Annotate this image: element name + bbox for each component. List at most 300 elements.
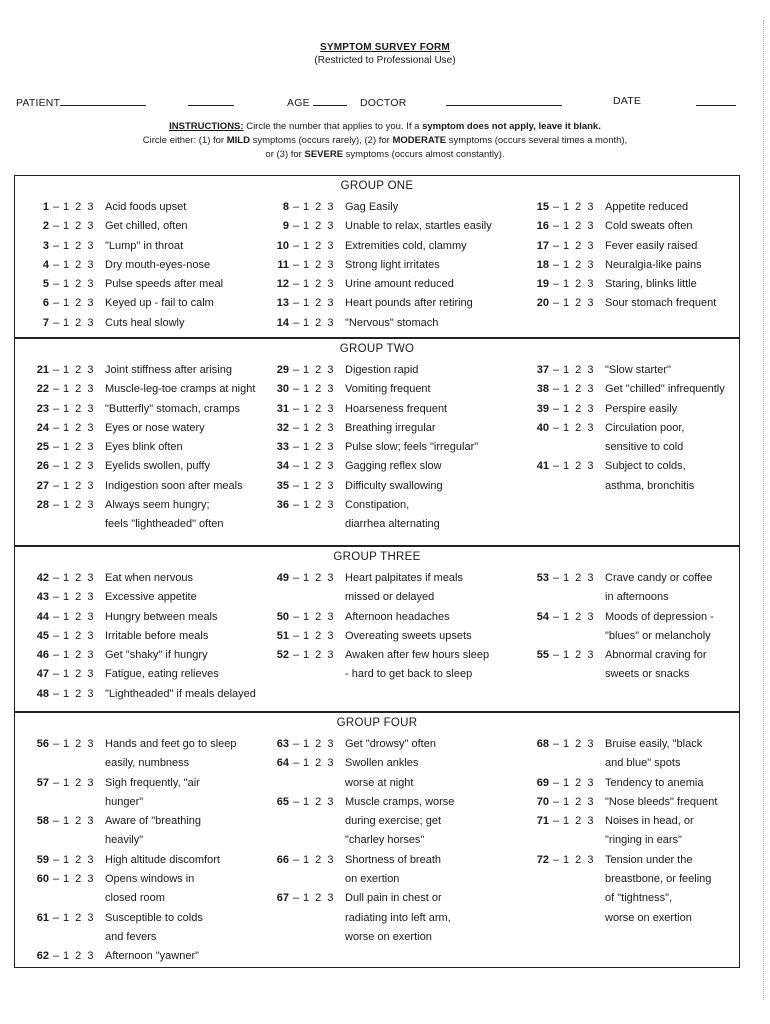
symptom-item — [21, 569, 256, 588]
symptom-text: Dry mouth-eyes-nose — [105, 258, 211, 271]
symptom-dash: – — [52, 591, 60, 604]
severity-scale[interactable]: 1 2 3 — [63, 479, 95, 492]
doctor-field[interactable] — [360, 95, 562, 109]
symptom-number: 16 — [536, 220, 549, 233]
severity-scale[interactable]: 1 2 3 — [303, 460, 335, 473]
symptom-column — [255, 569, 489, 685]
symptom-dash: – — [52, 668, 60, 681]
severity-scale[interactable]: 1 2 3 — [63, 441, 95, 454]
symptom-text-continued: and blue" spots — [605, 757, 681, 770]
symptom-number: 23 — [36, 402, 49, 415]
symptom-number: 72 — [536, 853, 549, 866]
symptom-item — [255, 646, 489, 665]
symptom-number: 44 — [36, 610, 49, 623]
symptom-text-continued: on exertion — [345, 873, 400, 886]
symptom-column — [255, 198, 492, 333]
severity-scale[interactable]: 1 2 3 — [563, 853, 595, 866]
severity-scale[interactable]: 1 2 3 — [563, 649, 595, 662]
symptom-number: 3 — [42, 239, 49, 252]
instructions-text-1b: symptom does not apply, leave it blank. — [422, 121, 601, 132]
symptom-dash: – — [52, 649, 60, 662]
symptom-text: Difficulty swallowing — [345, 479, 443, 492]
symptom-item — [21, 275, 223, 294]
symptom-dash: – — [292, 421, 300, 434]
symptom-item — [255, 754, 454, 773]
symptom-number: 19 — [536, 278, 549, 291]
doctor-label: DOCTOR — [360, 97, 407, 109]
symptom-text: Muscle-leg-toe cramps at night — [105, 383, 256, 396]
symptom-dash: – — [552, 220, 560, 233]
severity-scale[interactable]: 1 2 3 — [303, 239, 335, 252]
symptom-text: Cold sweats often — [605, 220, 693, 233]
symptom-text: "Nervous" stomach — [345, 316, 439, 329]
severity-scale[interactable]: 1 2 3 — [563, 383, 595, 396]
symptom-item — [523, 735, 717, 754]
severity-scale[interactable]: 1 2 3 — [63, 776, 95, 789]
symptom-dash: – — [552, 572, 560, 584]
symptom-dash: – — [52, 499, 60, 512]
patient-field[interactable] — [16, 95, 146, 109]
symptom-text: Eat when nervous — [105, 572, 194, 584]
symptom-dash: – — [552, 853, 560, 866]
symptom-item — [523, 812, 717, 831]
group-two — [14, 338, 740, 546]
symptom-number: 12 — [276, 278, 289, 291]
symptom-number: 9 — [282, 220, 289, 233]
symptom-dash: – — [292, 499, 300, 512]
symptom-item — [255, 419, 478, 438]
severity-scale[interactable]: 1 2 3 — [303, 629, 335, 642]
symptom-item — [21, 627, 256, 646]
severity-scale[interactable]: 1 2 3 — [563, 610, 595, 623]
symptom-number: 18 — [536, 258, 549, 271]
symptom-text: Vomiting frequent — [345, 383, 431, 396]
symptom-text: Muscle cramps, worse — [345, 795, 455, 808]
severity-scale[interactable]: 1 2 3 — [303, 316, 335, 329]
symptom-number: 32 — [276, 421, 289, 434]
symptom-item — [21, 237, 223, 256]
symptom-dash: – — [52, 629, 60, 642]
symptom-dash: – — [52, 220, 60, 233]
symptom-number: 26 — [36, 460, 49, 473]
severity-scale[interactable]: 1 2 3 — [63, 383, 95, 396]
severity-scale[interactable]: 1 2 3 — [63, 258, 95, 271]
symptom-text: Staring, blinks little — [605, 278, 697, 291]
symptom-text: Gag Easily — [345, 201, 399, 213]
severity-scale[interactable]: 1 2 3 — [303, 757, 335, 770]
severity-scale[interactable]: 1 2 3 — [563, 572, 595, 584]
date-field[interactable] — [613, 95, 641, 107]
symptom-text-continued: feels "lightheaded" often — [105, 518, 224, 531]
symptom-number: 46 — [36, 649, 49, 662]
symptom-text: Appetite reduced — [605, 201, 689, 213]
symptom-dash: – — [552, 258, 560, 271]
symptom-text-continued: closed room — [105, 892, 165, 905]
severity-scale[interactable]: 1 2 3 — [63, 316, 95, 329]
symptom-text: Unable to relax, startles easily — [345, 220, 492, 233]
severity-scale[interactable]: 1 2 3 — [303, 220, 335, 233]
symptom-number: 25 — [36, 441, 49, 454]
symptom-number: 54 — [536, 610, 549, 623]
symptom-dash: – — [52, 950, 60, 963]
severity-scale[interactable]: 1 2 3 — [63, 402, 95, 415]
instructions-line-1 — [0, 121, 770, 132]
symptom-text: Constipation, — [345, 499, 410, 512]
group-one — [14, 175, 740, 338]
symptom-item — [523, 361, 725, 380]
symptom-text: Get "shaky" if hungry — [105, 649, 208, 662]
symptom-text-continued: easily, numbness — [105, 757, 190, 770]
symptom-dash: – — [52, 460, 60, 473]
symptom-number: 57 — [36, 776, 49, 789]
symptom-number: 14 — [276, 316, 289, 329]
severity-scale[interactable]: 1 2 3 — [303, 201, 335, 213]
symptom-item — [255, 275, 492, 294]
symptom-item — [523, 793, 717, 812]
symptom-text: "Lump" in throat — [105, 239, 184, 252]
severity-scale[interactable]: 1 2 3 — [303, 610, 335, 623]
symptom-text: Joint stiffness after arising — [105, 364, 232, 376]
symptom-item — [255, 496, 478, 515]
symptom-dash: – — [552, 421, 560, 434]
symptom-text: Eyes blink often — [105, 441, 183, 454]
symptom-dash: – — [52, 258, 60, 271]
severity-scale[interactable]: 1 2 3 — [303, 738, 335, 750]
symptom-dash: – — [552, 815, 560, 828]
symptom-text-continued: hunger" — [105, 795, 144, 808]
moderate-label: MODERATE — [392, 135, 447, 146]
symptom-item — [21, 438, 255, 457]
group-four — [14, 712, 740, 968]
severity-scale[interactable]: 1 2 3 — [563, 364, 595, 376]
symptom-item — [255, 438, 478, 457]
symptom-text-continued: missed or delayed — [345, 591, 435, 604]
symptom-dash: – — [292, 738, 300, 750]
severity-scale[interactable]: 1 2 3 — [563, 402, 595, 415]
symptom-text: Hoarseness frequent — [345, 402, 448, 415]
severity-scale[interactable]: 1 2 3 — [63, 460, 95, 473]
symptom-dash: – — [52, 383, 60, 396]
symptom-text-continued: and fevers — [105, 930, 157, 943]
symptom-dash: – — [552, 649, 560, 662]
severity-scale[interactable]: 1 2 3 — [63, 668, 95, 681]
severity-scale[interactable]: 1 2 3 — [563, 278, 595, 291]
symptom-number: 58 — [36, 815, 49, 828]
instructions-line-3 — [0, 149, 770, 160]
symptom-dash: – — [292, 892, 300, 905]
symptom-item — [21, 400, 255, 419]
severity-scale[interactable]: 1 2 3 — [303, 499, 335, 512]
symptom-text: Crave candy or coffee — [605, 572, 713, 584]
severity-scale[interactable]: 1 2 3 — [303, 421, 335, 434]
symptom-number: 39 — [536, 402, 549, 415]
symptom-dash: – — [52, 239, 60, 252]
symptom-number: 50 — [276, 610, 289, 623]
severity-scale[interactable]: 1 2 3 — [63, 687, 95, 700]
symptom-number: 43 — [36, 591, 49, 604]
symptom-dash: – — [292, 201, 300, 213]
symptom-item — [255, 735, 454, 754]
instructions-text-3b: symptoms (occurs almost constantly). — [345, 149, 505, 160]
patient-label: PATIENT — [16, 97, 61, 109]
severity-scale[interactable]: 1 2 3 — [63, 220, 95, 233]
symptom-text: Subject to colds, — [605, 460, 686, 473]
symptom-dash: – — [292, 297, 300, 310]
symptom-number: 37 — [536, 364, 549, 376]
symptom-number: 66 — [276, 853, 289, 866]
symptom-number: 47 — [36, 668, 49, 681]
symptom-text-continued: "blues" or melancholy — [605, 629, 711, 642]
severe-label: SEVERE — [304, 149, 344, 160]
symptom-text: Pulse speeds after meal — [105, 278, 224, 291]
symptom-text: Swollen ankles — [345, 757, 419, 770]
severity-scale[interactable]: 1 2 3 — [63, 201, 95, 213]
severity-scale[interactable]: 1 2 3 — [303, 479, 335, 492]
symptom-text: Neuralgia-like pains — [605, 258, 702, 271]
symptom-item — [255, 237, 492, 256]
symptom-number: 59 — [36, 853, 49, 866]
severity-scale[interactable]: 1 2 3 — [563, 201, 595, 213]
symptom-column — [21, 361, 255, 535]
symptom-number: 4 — [42, 258, 49, 271]
severity-scale[interactable]: 1 2 3 — [63, 239, 95, 252]
symptom-dash: – — [292, 610, 300, 623]
symptom-text: Gagging reflex slow — [345, 460, 442, 473]
severity-scale[interactable]: 1 2 3 — [63, 297, 95, 310]
symptom-item — [523, 237, 716, 256]
symptom-item — [523, 256, 716, 275]
severity-scale[interactable]: 1 2 3 — [63, 950, 95, 963]
symptom-text: Aware of "breathing — [105, 815, 202, 828]
severity-scale[interactable]: 1 2 3 — [563, 220, 595, 233]
symptom-item — [523, 851, 717, 870]
symptom-text: Keyed up - fail to calm — [105, 297, 214, 310]
symptom-text: Overeating sweets upsets — [345, 629, 472, 642]
symptom-text: Eyes or nose watery — [105, 421, 205, 434]
symptom-dash: – — [292, 572, 300, 584]
severity-scale[interactable]: 1 2 3 — [63, 873, 95, 886]
severity-scale[interactable]: 1 2 3 — [563, 738, 595, 750]
group-title: GROUP TWO — [339, 343, 415, 355]
symptom-dash: – — [292, 629, 300, 642]
symptom-dash: – — [292, 757, 300, 770]
severity-scale[interactable]: 1 2 3 — [303, 649, 335, 662]
severity-scale[interactable]: 1 2 3 — [563, 297, 595, 310]
symptom-item — [255, 851, 454, 870]
symptom-item — [21, 588, 256, 607]
symptom-item — [523, 198, 716, 217]
symptom-item — [523, 419, 725, 438]
severity-scale[interactable]: 1 2 3 — [63, 421, 95, 434]
symptom-number: 15 — [536, 201, 549, 213]
symptom-text: Perspire easily — [605, 402, 678, 415]
symptom-number: 70 — [536, 795, 549, 808]
symptom-text: Tendency to anemia — [605, 776, 704, 789]
symptom-text: Noises in head, or — [605, 815, 694, 828]
symptom-number: 27 — [36, 479, 49, 492]
mild-label: MILD — [226, 135, 250, 146]
symptom-number: 29 — [276, 364, 289, 376]
symptom-dash: – — [552, 383, 560, 396]
age-field[interactable] — [287, 95, 347, 109]
symptom-text: "Nose bleeds" frequent — [605, 795, 718, 808]
severity-scale[interactable]: 1 2 3 — [63, 278, 95, 291]
symptom-text: Acid foods upset — [105, 201, 187, 213]
symptom-item — [255, 198, 492, 217]
severity-scale[interactable]: 1 2 3 — [303, 278, 335, 291]
severity-scale[interactable]: 1 2 3 — [63, 649, 95, 662]
symptom-item — [255, 400, 478, 419]
symptom-item — [21, 361, 255, 380]
severity-scale[interactable]: 1 2 3 — [303, 364, 335, 376]
symptom-item — [21, 294, 223, 313]
symptom-dash: – — [292, 402, 300, 415]
severity-scale[interactable]: 1 2 3 — [563, 815, 595, 828]
instructions-text-3a: or (3) for — [265, 149, 302, 160]
severity-scale[interactable]: 1 2 3 — [303, 402, 335, 415]
date-label: DATE — [613, 95, 642, 107]
severity-scale[interactable]: 1 2 3 — [63, 911, 95, 924]
symptom-column — [523, 569, 714, 685]
symptom-dash: – — [552, 776, 560, 789]
symptom-item — [21, 496, 255, 515]
date-blank[interactable] — [696, 95, 736, 109]
severity-scale[interactable]: 1 2 3 — [563, 421, 595, 434]
symptom-dash: – — [552, 201, 560, 213]
symptom-column — [21, 198, 223, 333]
instructions-text-2b: symptoms (occurs rarely), (2) for — [252, 135, 390, 146]
symptom-text: Cuts heal slowly — [105, 316, 185, 329]
symptom-dash: – — [552, 795, 560, 808]
symptom-text: "Slow starter" — [605, 364, 671, 376]
symptom-text-continued: diarrhea alternating — [345, 518, 440, 531]
severity-scale[interactable]: 1 2 3 — [303, 258, 335, 271]
symptom-item — [523, 380, 725, 399]
severity-scale[interactable]: 1 2 3 — [63, 738, 95, 750]
symptom-item — [21, 457, 255, 476]
symptom-dash: – — [292, 383, 300, 396]
symptom-dash: – — [52, 873, 60, 886]
symptom-text: Susceptible to colds — [105, 911, 203, 924]
severity-scale[interactable]: 1 2 3 — [563, 239, 595, 252]
symptom-number: 63 — [276, 738, 289, 750]
symptom-number: 10 — [276, 239, 289, 252]
severity-scale[interactable]: 1 2 3 — [63, 499, 95, 512]
symptom-dash: – — [52, 572, 60, 584]
symptom-text: Bruise easily, "black — [605, 738, 703, 750]
symptom-number: 36 — [276, 499, 289, 512]
symptom-item — [523, 294, 716, 313]
symptom-item — [255, 569, 489, 588]
symptom-number: 24 — [36, 421, 49, 434]
symptom-text: Awaken after few hours sleep — [345, 649, 490, 662]
symptom-number: 55 — [536, 649, 549, 662]
symptom-item — [21, 947, 236, 966]
severity-scale[interactable]: 1 2 3 — [303, 383, 335, 396]
symptom-dash: – — [52, 441, 60, 454]
severity-scale[interactable]: 1 2 3 — [303, 572, 335, 584]
symptom-text: Always seem hungry; — [105, 499, 210, 512]
symptom-item — [255, 380, 478, 399]
symptom-item — [21, 380, 255, 399]
symptom-dash: – — [552, 278, 560, 291]
symptom-number: 68 — [536, 738, 549, 750]
symptom-item — [255, 217, 492, 236]
symptom-dash: – — [52, 738, 60, 750]
symptom-text: "Butterfly" stomach, cramps — [105, 402, 240, 415]
symptom-text: Moods of depression - — [605, 610, 714, 623]
symptom-number: 30 — [276, 383, 289, 396]
severity-scale[interactable]: 1 2 3 — [63, 572, 95, 584]
instructions-text-2a: Circle either: (1) for — [142, 135, 225, 146]
severity-scale[interactable]: 1 2 3 — [563, 460, 595, 473]
severity-scale[interactable]: 1 2 3 — [63, 591, 95, 604]
symptom-text-continued: sweets or snacks — [605, 668, 690, 681]
instructions-line-2 — [0, 135, 770, 146]
severity-scale[interactable]: 1 2 3 — [303, 892, 335, 905]
symptom-number: 33 — [276, 441, 289, 454]
instructions-text-2c: symptoms (occurs several times a month), — [448, 135, 628, 146]
symptom-item — [21, 685, 256, 704]
instructions-label: INSTRUCTIONS: — [169, 121, 244, 132]
severity-scale[interactable]: 1 2 3 — [63, 853, 95, 866]
symptom-number: 34 — [276, 460, 289, 473]
symptom-text: Extremities cold, clammy — [345, 239, 467, 252]
symptom-text: Fever easily raised — [605, 239, 698, 252]
symptom-item — [255, 627, 489, 646]
group-title: GROUP FOUR — [336, 717, 418, 729]
severity-scale[interactable]: 1 2 3 — [563, 258, 595, 271]
severity-scale[interactable]: 1 2 3 — [563, 795, 595, 808]
symptom-number: 6 — [42, 297, 49, 310]
symptom-item — [255, 793, 454, 812]
symptom-text-continued: asthma, bronchitis — [605, 479, 695, 492]
age-label: AGE — [287, 97, 310, 109]
severity-scale[interactable]: 1 2 3 — [63, 815, 95, 828]
symptom-text-continued: of "tightness", — [605, 892, 673, 905]
symptom-number: 38 — [536, 383, 549, 396]
symptom-number: 71 — [536, 815, 549, 828]
severity-scale[interactable]: 1 2 3 — [303, 297, 335, 310]
severity-scale[interactable]: 1 2 3 — [303, 853, 335, 866]
symptom-text: Digestion rapid — [345, 364, 419, 376]
symptom-text: Tension under the — [605, 853, 693, 866]
symptom-number: 56 — [36, 738, 49, 750]
symptom-dash: – — [292, 460, 300, 473]
severity-scale[interactable]: 1 2 3 — [303, 795, 335, 808]
form-subtitle: (Restricted to Professional Use) — [314, 55, 456, 66]
severity-scale[interactable]: 1 2 3 — [563, 776, 595, 789]
severity-scale[interactable]: 1 2 3 — [63, 364, 95, 376]
symptom-text: Sour stomach frequent — [605, 297, 717, 310]
symptom-number: 11 — [277, 258, 289, 271]
severity-scale[interactable]: 1 2 3 — [63, 610, 95, 623]
symptom-text: Excessive appetite — [105, 591, 197, 604]
symptom-number: 20 — [536, 297, 549, 310]
symptom-text-continued: - hard to get back to sleep — [345, 668, 473, 681]
symptom-dash: – — [292, 220, 300, 233]
symptom-text: Strong light irritates — [345, 258, 440, 271]
extra-blank-field[interactable] — [188, 95, 234, 109]
symptom-item — [21, 774, 236, 793]
symptom-column — [523, 198, 716, 314]
symptom-column — [523, 361, 725, 496]
symptom-dash: – — [52, 853, 60, 866]
symptom-dash: – — [52, 316, 60, 329]
severity-scale[interactable]: 1 2 3 — [303, 441, 335, 454]
symptom-text: Get "chilled" infrequently — [605, 383, 725, 396]
severity-scale[interactable]: 1 2 3 — [63, 629, 95, 642]
